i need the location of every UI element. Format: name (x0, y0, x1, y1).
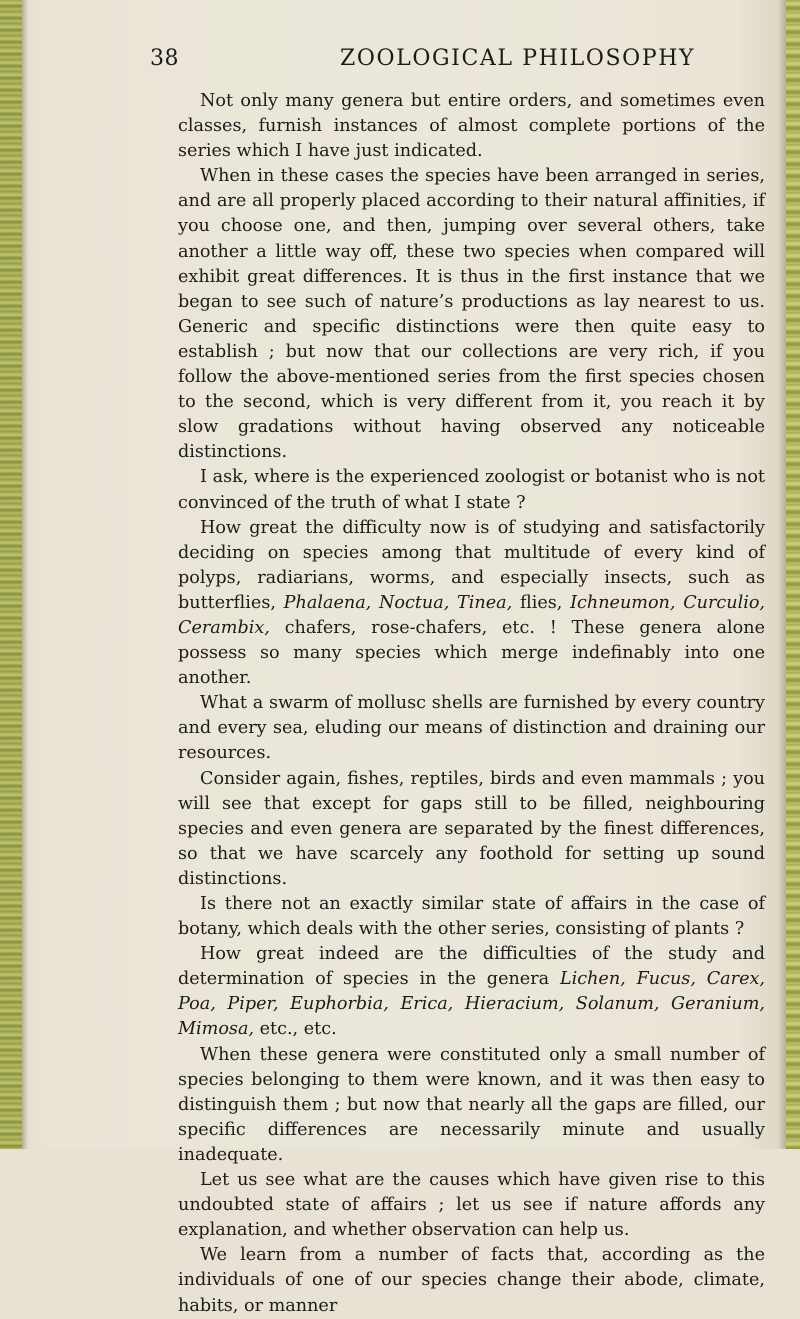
page-header (150, 46, 770, 80)
page-number: 38 (150, 46, 179, 71)
text-run: How great the difficulty now is of studying and satisfactorily deciding on species among that multitude of every kind of polyps, radiarians, worms, and especially insects, such as butterflies, (178, 517, 765, 613)
paragraph: What a swarm of mollusc shells are furnished by every country and every sea, eluding our means of distinction and draining our resources. (178, 693, 765, 764)
paragraph: When in these cases the species have been arranged in series, and are all properly placed according to their natural affinities, if you choose one, and then, jumping over several others, take another a little way off, these two species when compared will exhibit great differences. It is thus in the first instance that we began to see such of nature’s productions as lay nearest to us. Generic and specific distinctions were then quite easy to establish ; but now that our collections are very rich, if you follow the above-mentioned series from the first species chosen to the second, which is very different from it, you reach it by slow gradations without having observed any noticeable distinctions. (178, 166, 765, 463)
italic-genus-list: Lichen, Fucus, Carex, Poa, Piper, Euphorbia, Erica, Hieracium, Solanum, Geranium, Mimosa, (178, 969, 765, 1040)
text-run: flies, (519, 592, 563, 613)
text-run: How great indeed are the difficulties of the study and determination of species in the genera (178, 944, 765, 990)
paragraph: I ask, where is the experienced zoologist or botanist who is not convinced of the truth of what I state ? (178, 467, 765, 513)
paragraph: Not only many genera but entire orders, and sometimes even classes, furnish instances of almost complete portions of the series which I have just indicated. (178, 91, 765, 162)
paragraph: Is there not an exactly similar state of affairs in the case of botany, which deals with the other series, consisting of plants ? (178, 894, 765, 940)
running-head: ZOOLOGICAL PHILOSOPHY (340, 46, 696, 71)
body-text (178, 89, 765, 1319)
paragraph (178, 942, 765, 1042)
paragraph (178, 516, 765, 692)
left-page-edge (0, 0, 22, 1149)
right-page-edge (786, 0, 800, 1149)
paragraph: We learn from a number of facts that, according as the individuals of one of our species change their abode, climate, habits, or manner (178, 1245, 765, 1316)
paragraph: Consider again, fishes, reptiles, birds and even mammals ; you will see that except for gaps still to be filled, neighbouring species and even genera are separated by the finest differences, so that we have scarcely any foothold for setting up sound distinctions. (178, 768, 765, 889)
italic-genus: Ichneumon, Curculio, Cerambix, (178, 592, 766, 638)
paragraph: Let us see what are the causes which have given rise to this undoubted state of affairs ; let us see if nature affords any explanation, and whether observation can help us. (178, 1170, 765, 1241)
italic-genus: Phalaena, (283, 592, 372, 613)
text-run: etc., etc. (259, 1019, 337, 1040)
text-run: chafers, rose-chafers, etc. ! These genera alone possess so many species which merge indefinably into one another. (178, 617, 765, 689)
italic-genus: Noctua, Tinea, (379, 592, 513, 613)
paragraph: When these genera were constituted only a small number of species belonging to them were known, and it was then easy to distinguish them ; but now that nearly all the gaps are filled, our specific differences are necessarily minute and usually inadequate. (178, 1044, 765, 1165)
